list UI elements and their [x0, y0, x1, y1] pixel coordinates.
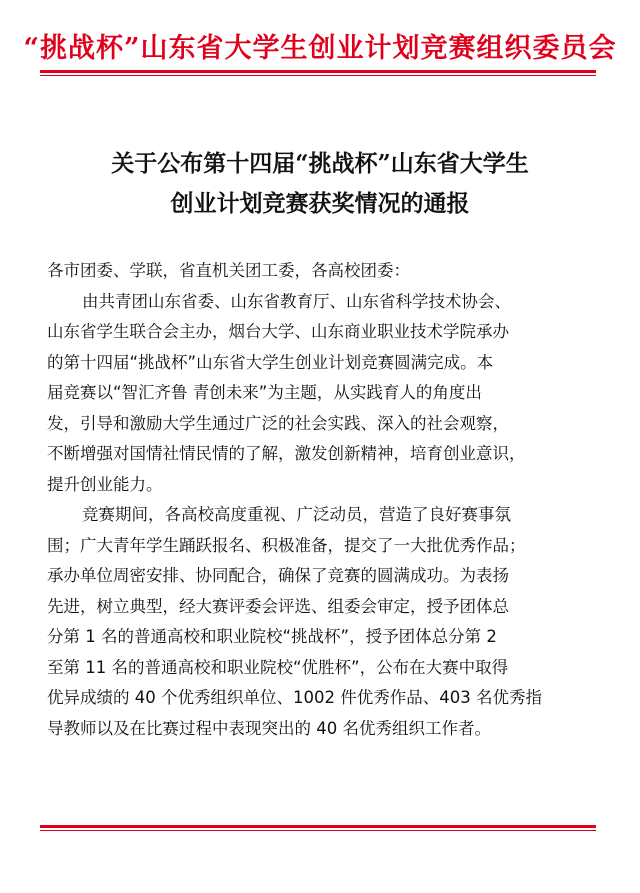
footer-divider-thin — [40, 830, 596, 831]
paragraph-line: 不断增强对国情社情民情的了解，激发创新精神，培育创业意识， — [47, 444, 526, 463]
paragraph-line: 先进，树立典型，经大赛评委会评选、组委会审定，授予团体总 — [47, 596, 509, 616]
paragraph-line: 由共青团山东省委、山东省教育厅、山东省科学技术协会、 — [82, 291, 511, 311]
paragraph-line: 围；广大青年学生踊跃报名、积极准备，提交了一大批优秀作品； — [47, 535, 526, 555]
paragraph-line: 导教师以及在比赛过程中表现突出的 40 名优秀组织工作者。 — [47, 718, 491, 738]
paragraph-line: 优异成绩的 40 个优秀组织单位、1002 件优秀作品、403 名优秀指 — [47, 688, 542, 707]
paragraph-2 — [47, 500, 593, 744]
document-body — [47, 256, 593, 744]
paragraph-line: 届竞赛以“智汇齐鲁 青创未来”为主题，从实践育人的角度出 — [47, 383, 482, 402]
paragraph-line: 的第十四届“挑战杯”山东省大学生创业计划竞赛圆满完成。本 — [47, 352, 494, 372]
paragraph-line: 提升创业能力。 — [47, 474, 163, 494]
header-divider-thick — [40, 70, 596, 73]
header-organization-title: “挑战杯”山东省大学生创业计划竞赛组织委员会 — [23, 33, 617, 64]
paragraph-line: 至第 11 名的普通高校和职业院校“优胜杯”，公布在大赛中取得 — [47, 657, 509, 677]
footer-divider-thick — [40, 825, 596, 828]
paragraph-line: 发，引导和激励大学生通过广泛的社会实践、深入的社会观察， — [47, 413, 509, 433]
salutation: 各市团委、学联，省直机关团工委，各高校团委： — [47, 261, 410, 280]
header-divider-thin — [40, 75, 596, 76]
document-title-line-2: 创业计划竞赛获奖情况的通报 — [170, 190, 470, 217]
paragraph-line: 分第 1 名的普通高校和职业院校“挑战杯”，授予团体总分第 2 — [47, 627, 497, 646]
paragraph-line: 竞赛期间，各高校高度重视、广泛动员，营造了良好赛事氛 — [82, 505, 511, 524]
paragraph-line: 承办单位周密安排、协同配合，确保了竞赛的圆满成功。为表扬 — [47, 566, 509, 585]
paragraph-1 — [47, 287, 593, 501]
document-title-line-1: 关于公布第十四届“挑战杯”山东省大学生 — [111, 150, 529, 177]
paragraph-line: 山东省学生联合会主办，烟台大学、山东商业职业技术学院承办 — [47, 322, 509, 341]
